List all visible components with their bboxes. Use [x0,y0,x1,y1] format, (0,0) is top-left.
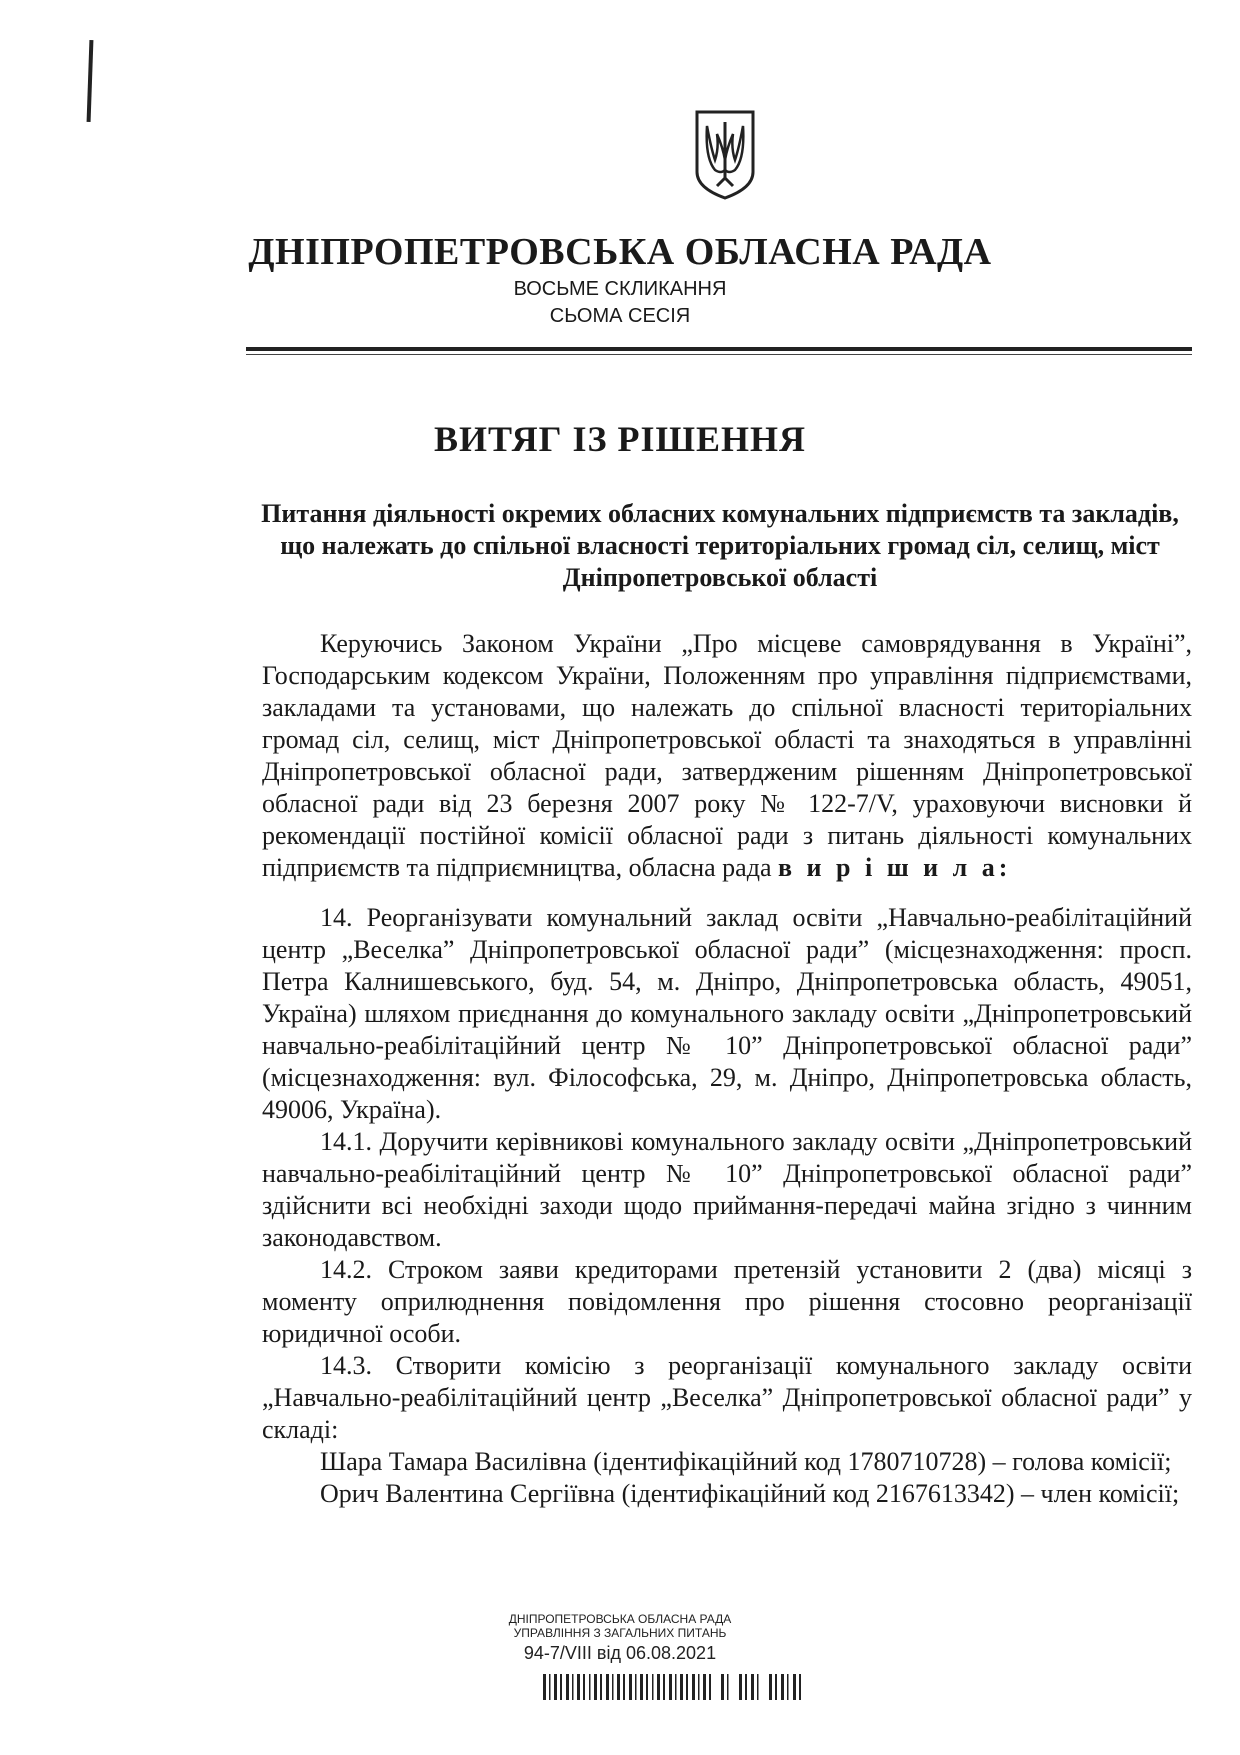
stamp-registration-number: 94-7/VIII від 06.08.2021 [523,1643,717,1663]
item-14-2: 14.2. Строком заяви кредиторами претензій установити 2 (два) місяці з моменту оприлюднення повідомлення про рішення стосовно реорганізації юридичної особи. [262,1255,1192,1348]
commission-member-1: Шара Тамара Василівна (ідентифікаційний код 1780710728) – голова комісії; [320,1447,1172,1476]
decision-subject: Питання діяльності окремих обласних комунальних підприємств та закладів, що належать до спільної власності територіальних громад сіл, селищ, міст Дніпропетровської області [261,499,1179,592]
organization-title: ДНІПРОПЕТРОВСЬКА ОБЛАСНА РАДА [248,231,992,273]
registration-stamp [0,1612,1240,1666]
session-label: СЬОМА СЕСІЯ [549,305,691,327]
scan-artifact-mark [87,40,94,122]
stamp-department: УПРАВЛІННЯ З ЗАГАЛЬНИХ ПИТАНЬ [513,1626,727,1640]
header-divider-thin [246,354,1192,355]
convocation-label: ВОСЬМЕ СКЛИКАННЯ [513,278,727,300]
item-14: 14. Реорганізувати комунальний заклад освіти „Навчально-реабілітаційний центр „Веселка” Дніпропетровської обласної ради” (місцезнаходження: просп. Петра Калнишевського, буд. 54, м. Дніпро, Дніпропетровська область, 49051, Україна) шляхом приєднання до комунального закладу освіти „Дніпропетровський навчально-реабілітаційний центр № 10” Дніпропетровської обласної ради” (місцезнаходження: вул. Філософська, 29, м. Дніпро, Дніпропетровська область, 49006, Україна). [262,903,1192,1124]
preamble-text: Керуючись Законом України „Про місцеве самоврядування в Україні”, Господарським кодексом України, Положенням про управління підприємствами, закладами та установами, що належать до спільної власності територіальних громад сіл, селищ, міст Дніпропетровської області та знаходяться в управлінні Дніпропетровської обласної ради, затвердженим рішенням Дніпропетровської обласної ради від 23 березня 2007 року № 122-7/V, ураховуючи висновки й рекомендації постійної комісії обласної ради з питань діяльності комунальних підприємств та підприємництва, [262,629,1192,882]
decision-body [262,628,1192,1510]
header-divider [246,347,1192,351]
preamble-end: обласна рада [628,853,772,882]
item-14-1: 14.1. Доручити керівникові комунального закладу освіти „Дніпропетровський навчально-реабілітаційний центр № 10” Дніпропетровської обласної ради” здійснити всі необхідні заходи щодо приймання-передачі майна згідно з чинним законодавством. [262,1127,1192,1252]
trident-emblem-icon [693,108,757,200]
barcode-icon [535,1672,835,1702]
decided-label: в и р і ш и л а: [778,853,1012,882]
preamble-paragraph [262,628,1192,884]
commission-member-2: Орич Валентина Сергіївна (ідентифікаційний код 2167613342) – член комісії; [320,1479,1180,1508]
document-title: ВИТЯГ ІЗ РІШЕННЯ [433,419,807,459]
item-14-3: 14.3. Створити комісію з реорганізації комунального закладу освіти „Навчально-реабілітаційний центр „Веселка” Дніпропетровської обласної ради” у складі: [262,1351,1192,1444]
stamp-org: ДНІПРОПЕТРОВСЬКА ОБЛАСНА РАДА [508,1612,732,1626]
